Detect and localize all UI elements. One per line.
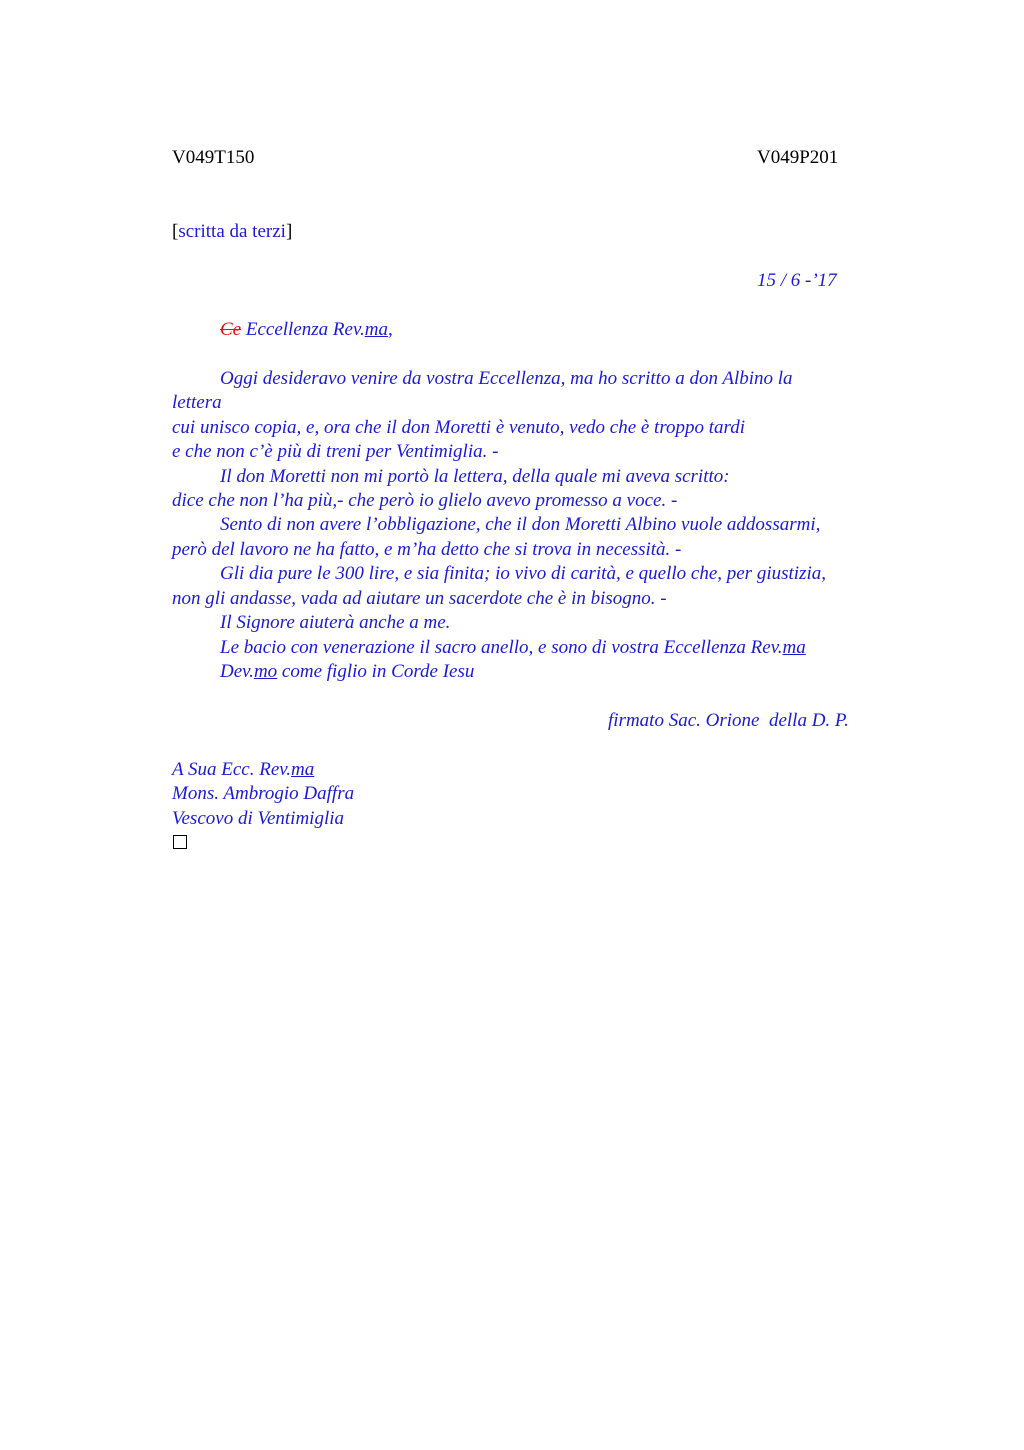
body-line: Sento di non avere l’obbligazione, che il don Moretti Albino vuole addossarmi, — [220, 514, 821, 535]
address-line: Vescovo di Ventimiglia — [172, 808, 345, 829]
abbreviation-suffix: ma — [782, 637, 806, 658]
address-line: Mons. Ambrogio Daffra — [172, 783, 355, 804]
bracket-close: ] — [285, 221, 293, 242]
abbreviation-suffix: ma — [364, 319, 388, 340]
abbreviation-suffix: mo — [253, 661, 278, 682]
closing-text: Dev. — [220, 661, 254, 682]
body-line: e che non c’è più di treni per Ventimiglia. - — [172, 441, 499, 462]
empty-checkbox-glyph — [173, 835, 187, 849]
body-line-text: Le bacio con venerazione il sacro anello, e sono di vostra Eccellenza Rev. — [220, 637, 783, 658]
closing-text-rest: come figlio in Corde Iesu — [277, 661, 475, 682]
body-line: Oggi desideravo venire da vostra Eccellenza, ma ho scritto a don Albino la — [220, 368, 793, 389]
body-line: Il don Moretti non mi portò la lettera, della quale mi aveva scritto: — [220, 466, 730, 487]
body-line: lettera — [172, 392, 222, 413]
body-line: dice che non l’ha più,- che però io glielo avevo promesso a voce. - — [172, 490, 678, 511]
struck-text: Ce — [220, 319, 242, 340]
abbreviation-suffix: ma — [291, 759, 315, 780]
salutation-end: , — [387, 319, 393, 340]
bracket-open: [ — [172, 221, 179, 242]
body-line: cui unisco copia, e, ora che il don Moretti è venuto, vedo che è troppo tardi — [172, 417, 746, 438]
body-line: però del lavoro ne ha fatto, e m’ha detto che si trova in necessità. - — [172, 539, 682, 560]
closing-line — [220, 660, 474, 684]
body-line: Gli dia pure le 300 lire, e sia finita; io vivo di carità, e quello che, per giustizia, — [220, 563, 826, 584]
letter-date: 15 / 6 -’17 — [757, 270, 837, 291]
document-code-left: V049T150 — [172, 147, 255, 168]
signature: firmato Sac. Orione della D. P. — [608, 710, 849, 731]
body-line — [220, 636, 806, 660]
editorial-note — [172, 220, 292, 244]
body-line: non gli andasse, vada ad aiutare un sacerdote che è in bisogno. - — [172, 588, 667, 609]
document-code-right: V049P201 — [757, 147, 839, 168]
address-text: A Sua Ecc. Rev. — [172, 759, 292, 780]
body-line: Il Signore aiuterà anche a me. — [220, 612, 451, 633]
salutation-text: Eccellenza Rev. — [245, 319, 365, 340]
salutation — [220, 318, 393, 342]
address-line — [172, 758, 314, 782]
note-text: scritta da terzi — [178, 221, 286, 242]
